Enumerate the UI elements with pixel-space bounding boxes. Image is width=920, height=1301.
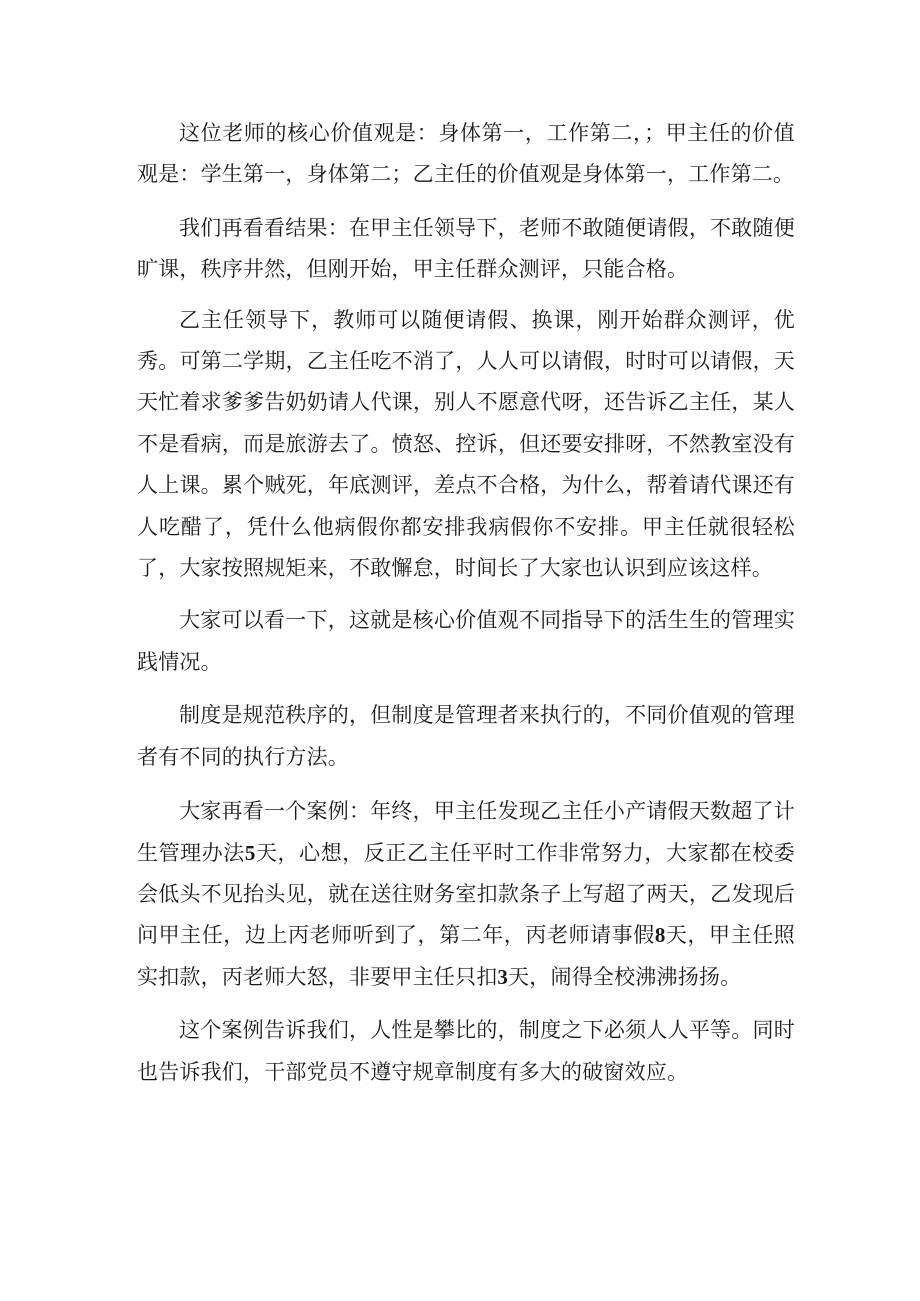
number-eight: 8 [654, 923, 666, 948]
paragraph-4 [137, 600, 795, 683]
paragraph-text: 天，闹得全校沸沸扬扬。 [508, 964, 742, 989]
paragraph-2 [137, 208, 795, 291]
paragraph-text: 制度是规范秩序的，但制度是管理者来执行的，不同价值观的管理者有不同的执行方法。 [137, 703, 795, 769]
paragraph-text: 我们再看看结果：在甲主任领导下，老师不敢随便请假，不敢随便旷课，秩序井然，但刚开始，甲主任群众测评，只能合格。 [137, 215, 795, 282]
paragraph-text: 天，甲主任照实扣款，丙老师大怒，非要甲主任只扣 [137, 923, 795, 989]
paragraph-1 [137, 113, 795, 196]
paragraph-text: 大家再看一个案例：年终，甲主任发现乙主任小产请假天数超了计生管理办法 [137, 799, 795, 865]
paragraph-text: 这个案例告诉我们，人性是攀比的，制度之下必须人人平等。同时也告诉我们，干部党员不遵守规章制度有多大的破窗效应。 [137, 1018, 795, 1084]
paragraph-text: 这位老师的核心价值观是：身体第一，工作第二，；甲主任的价值观是：学生第一，身体第二；乙主任的价值观是身体第一，工作第二。 [137, 121, 795, 187]
number-five: 5 [244, 840, 256, 865]
paragraph-6 [137, 791, 795, 998]
paragraph-3 [137, 300, 795, 590]
paragraph-text: 乙主任领导下，教师可以随便请假、换课，刚开始群众测评，优秀。可第二学期，乙主任吃不消了，人人可以请假，时时可以请假，天天忙着求爹爹告奶奶请人代课，别人不愿意代呀，还告诉乙主任，某人不是看病，而是旅游去了。愤怒、控诉，但还要安排呀，不然教室没有人上课。累个贼死，年底测评，差点不合格，为什么，帮着请代课还有人吃醋了，凭什么他病假你都安排我病假你不安排。甲主任就很轻松了，大家按照规矩来，不敢懈怠，时间长了大家也认识到应该这样。 [137, 307, 795, 581]
paragraph-text: 天，心想，反正乙主任平时工作非常努力，大家都在校委会低头不见抬头见，就在送往财务室扣款条子上写超了两天，乙发现后问甲主任，边上丙老师听到了，第二年，丙老师请事假 [137, 840, 796, 948]
document-body [137, 113, 795, 1105]
paragraph-7 [137, 1010, 795, 1093]
paragraph-text: 大家可以看一下，这就是核心价值观不同指导下的活生生的管理实践情况。 [137, 608, 795, 674]
number-three: 3 [497, 964, 509, 989]
paragraph-5 [137, 695, 795, 778]
